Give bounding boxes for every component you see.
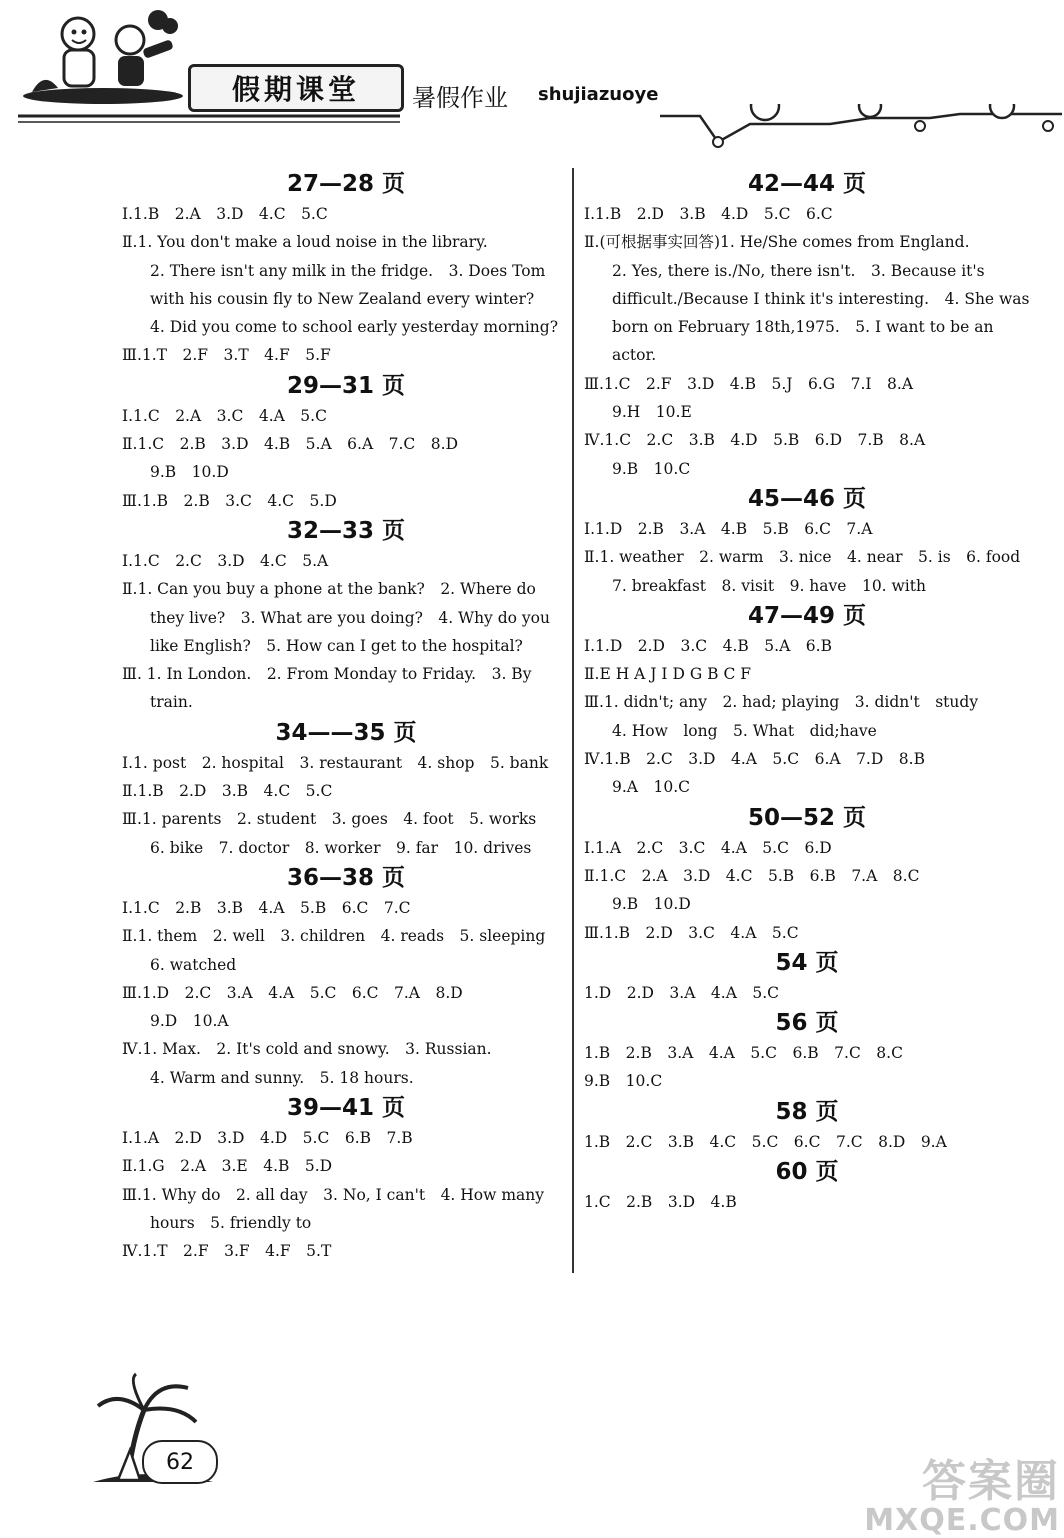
answer-line: Ⅲ.1.T 2.F 3.T 4.F 5.F [122, 346, 331, 365]
answers-left-column [122, 168, 570, 1266]
section-title: 42—44 页 [747, 171, 867, 197]
answer-line: Ⅱ.(可根据事实回答)1. He/She comes from England. [584, 233, 970, 252]
section-title: 36—38 页 [286, 864, 406, 891]
column-divider [572, 168, 574, 1273]
answer-line: 7. breakfast 8. visit 9. have 10. with [612, 576, 926, 595]
answer-line: 1.B 2.B 3.A 4.A 5.C 6.B 7.C 8.C [584, 1044, 903, 1063]
answer-line: 9.A 10.C [612, 778, 690, 797]
answer-line: Ⅳ.1.C 2.C 3.B 4.D 5.B 6.D 7.B 8.A [584, 431, 926, 450]
answer-line: 9.B 10.D [150, 463, 229, 482]
answer-line: Ⅲ.1.C 2.F 3.D 4.B 5.J 6.G 7.I 8.A [584, 374, 914, 393]
answer-line: 9.D 10.A [150, 1012, 229, 1031]
page-number: 62 [142, 1440, 218, 1484]
answer-line: 9.B 10.C [612, 459, 691, 478]
answer-line: Ⅲ.1.B 2.D 3.C 4.A 5.C [584, 923, 799, 942]
answer-line: Ⅳ.1.T 2.F 3.F 4.F 5.T [122, 1242, 332, 1261]
answer-line: Ⅱ.1. weather 2. warm 3. nice 4. near 5. is 6. food [584, 548, 1021, 567]
section-title: 60 页 [775, 1159, 839, 1186]
answer-line: 4. Did you come to school early yesterday morning? [150, 318, 559, 337]
answer-line: 4. How long 5. What did;have [612, 721, 877, 740]
answer-line: Ⅲ.1.B 2.B 3.C 4.C 5.D [122, 491, 337, 510]
answer-line: Ⅱ.1.C 2.A 3.D 4.C 5.B 6.B 7.A 8.C [584, 866, 920, 885]
answer-line: 9.B 10.D [612, 895, 691, 914]
header-rule-bubbles-icon [0, 104, 1064, 154]
answer-line: 9.H 10.E [612, 403, 692, 422]
watermark [860, 1458, 1060, 1536]
answer-line: Ⅲ. 1. In London. 2. From Monday to Friday. 3. By train. [122, 665, 532, 712]
answer-line: Ⅲ.1.D 2.C 3.A 4.A 5.C 6.C 7.A 8.D [122, 983, 463, 1002]
answer-line: Ⅱ.1.C 2.B 3.D 4.B 5.A 6.A 7.C 8.D [122, 435, 459, 454]
answer-line: Ⅱ.1.B 2.D 3.B 4.C 5.C [122, 782, 333, 801]
answer-line: 6. bike 7. doctor 8. worker 9. far 10. drives [150, 838, 532, 857]
section-title: 29—31 页 [286, 372, 406, 399]
answer-line: Ⅱ.1.G 2.A 3.E 4.B 5.D [122, 1157, 333, 1176]
answer-line: Ⅰ.1.B 2.A 3.D 4.C 5.C [122, 205, 328, 223]
section-title: 32—33 页 [286, 517, 406, 544]
section-title: 39—41 页 [286, 1095, 406, 1122]
answer-line: 2. Yes, there is./No, there isn't. 3. Because it's difficult./Because I think it's interesting. 4. She was born on February 18th,1975. 5. I want to be an actor. [612, 261, 1030, 365]
brand-title: 假期课堂 [188, 64, 404, 112]
answer-line: Ⅲ.1. didn't; any 2. had; playing 3. didn't study [584, 693, 979, 712]
answer-line: Ⅰ.1.A 2.D 3.D 4.D 5.C 6.B 7.B [122, 1129, 413, 1148]
answer-line: Ⅱ.1. Can you buy a phone at the bank? 2. Where do they live? 3. What are you doing? 4. Why do you like English? 5. How can I get to the hospital? [122, 580, 550, 655]
answer-line: Ⅲ.1. parents 2. student 3. goes 4. foot 5. works [122, 810, 537, 829]
series-title: 暑假作业 [412, 84, 508, 112]
answer-line: Ⅰ.1.D 2.B 3.A 4.B 5.B 6.C 7.A [584, 519, 873, 538]
answer-line: Ⅰ.1.D 2.D 3.C 4.B 5.A 6.B [584, 636, 832, 655]
answer-line: Ⅰ.1.A 2.C 3.C 4.A 5.C 6.D [584, 838, 832, 857]
answer-line: Ⅰ.1. post 2. hospital 3. restaurant 4. shop 5. bank [122, 753, 549, 772]
answer-line: Ⅰ.1.C 2.B 3.B 4.A 5.B 6.C 7.C [122, 898, 411, 917]
section-title: 27—28 页 [286, 171, 406, 197]
answer-line: Ⅱ.1. You don't make a loud noise in the library. [122, 233, 488, 252]
answer-line: Ⅱ.E H A J I D G B C F [584, 665, 751, 684]
answer-line: Ⅰ.1.C 2.A 3.C 4.A 5.C [122, 406, 327, 425]
answer-line: Ⅰ.1.C 2.C 3.D 4.C 5.A [122, 551, 329, 570]
series-pinyin: shujiazuoye [538, 84, 659, 105]
answer-line: 1.B 2.C 3.B 4.C 5.C 6.C 7.C 8.D 9.A [584, 1132, 947, 1151]
section-title: 58 页 [775, 1098, 839, 1125]
section-title: 34——35 页 [275, 719, 417, 746]
answer-line: Ⅲ.1. Why do 2. all day 3. No, I can't 4. How many hours 5. friendly to [122, 1185, 545, 1232]
answer-line: 1.C 2.B 3.D 4.B [584, 1193, 737, 1212]
section-title: 47—49 页 [747, 602, 867, 629]
answer-line: 4. Warm and sunny. 5. 18 hours. [150, 1068, 414, 1087]
answer-line: 6. watched [150, 955, 237, 974]
watermark-url: MXQE.COM [864, 1503, 1060, 1538]
page-header [0, 0, 1064, 140]
answer-line: Ⅳ.1.B 2.C 3.D 4.A 5.C 6.A 7.D 8.B [584, 750, 925, 769]
section-title: 45—46 页 [747, 485, 867, 512]
answers-right-column [584, 168, 1030, 1216]
section-title: 56 页 [775, 1010, 839, 1037]
answer-line: Ⅱ.1. them 2. well 3. children 4. reads 5. sleeping [122, 927, 546, 946]
answer-line: Ⅳ.1. Max. 2. It's cold and snowy. 3. Russian. [122, 1040, 492, 1059]
answer-line: 9.B 10.C [584, 1072, 663, 1091]
answer-line: 1.D 2.D 3.A 4.A 5.C [584, 983, 780, 1002]
section-title: 54 页 [775, 949, 839, 976]
answer-line: 2. There isn't any milk in the fridge. 3. Does Tom with his cousin fly to New Zealand every winter? [150, 261, 546, 308]
cartoon-kids-logo-icon [18, 4, 188, 104]
watermark-cn: 答案圈 [922, 1456, 1060, 1507]
answer-line: Ⅰ.1.B 2.D 3.B 4.D 5.C 6.C [584, 205, 833, 223]
section-title: 50—52 页 [747, 804, 867, 831]
